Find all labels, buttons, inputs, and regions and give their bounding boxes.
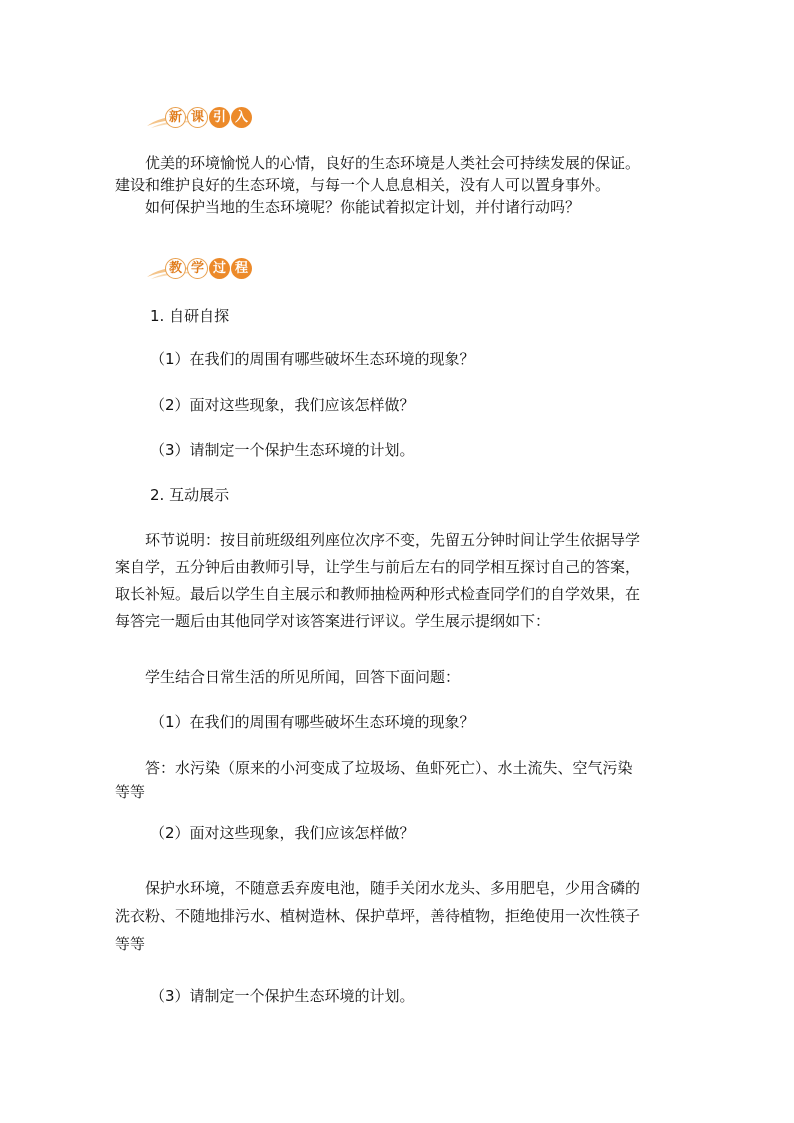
section-header-intro [145,104,265,130]
step-title: 2. 互动展示 [150,486,230,504]
answer-paragraph: 保护水环境，不随意丢弃废电池，随手关闭水龙头、多用肥皂，少用含磷的 洗衣粉、不随地排污水、植树造林、保护草坪，善待植物，拒绝使用一次性筷子 等等 [115,879,641,953]
header-char: 程 [231,258,252,279]
section-header-process [145,255,265,281]
header-char: 过 [209,258,230,279]
header-char: 引 [209,107,230,128]
note-paragraph: 环节说明：按目前班级组列座位次序不变，先留五分钟时间让学生依据导学 案自学，五分钟后由教师引导，让学生与前后左右的同学相互探讨自己的答案， 取长补短。最后以学生自主展示和教师抽检两种形式检查同学们的自学效果，在 每答完一题后由其他同学对该答案进行评议。学生展示提纲如下： [115,531,641,630]
lead-text: 学生结合日常生活的所见所闻，回答下面问题： [145,668,461,686]
header-char: 入 [231,107,252,128]
header-char: 教 [165,258,186,279]
question: （2）面对这些现象，我们应该怎样做？ [150,396,415,414]
question: （3）请制定一个保护生态环境的计划。 [150,987,415,1005]
answer-paragraph: 答：水污染（原来的小河变成了垃圾场、鱼虾死亡）、水土流失、空气污染 等等 [115,759,633,801]
step-title: 1. 自研自探 [150,307,230,325]
question: （2）面对这些现象，我们应该怎样做？ [150,824,415,842]
header-char: 新 [165,107,186,128]
question: （3）请制定一个保护生态环境的计划。 [150,441,415,459]
question: （1）在我们的周围有哪些破坏生态环境的现象？ [150,350,475,368]
header-char: 学 [187,258,208,279]
intro-paragraph: 优美的环境愉悦人的心情，良好的生态环境是人类社会可持续发展的保证。 建设和维护良好的生态环境，与每一个人息息相关，没有人可以置身事外。 如何保护当地的生态环境呢？你能试着拟定计划，并付诸行动吗？ [115,154,641,216]
question: （1）在我们的周围有哪些破坏生态环境的现象？ [150,713,475,731]
header-char: 课 [187,107,208,128]
